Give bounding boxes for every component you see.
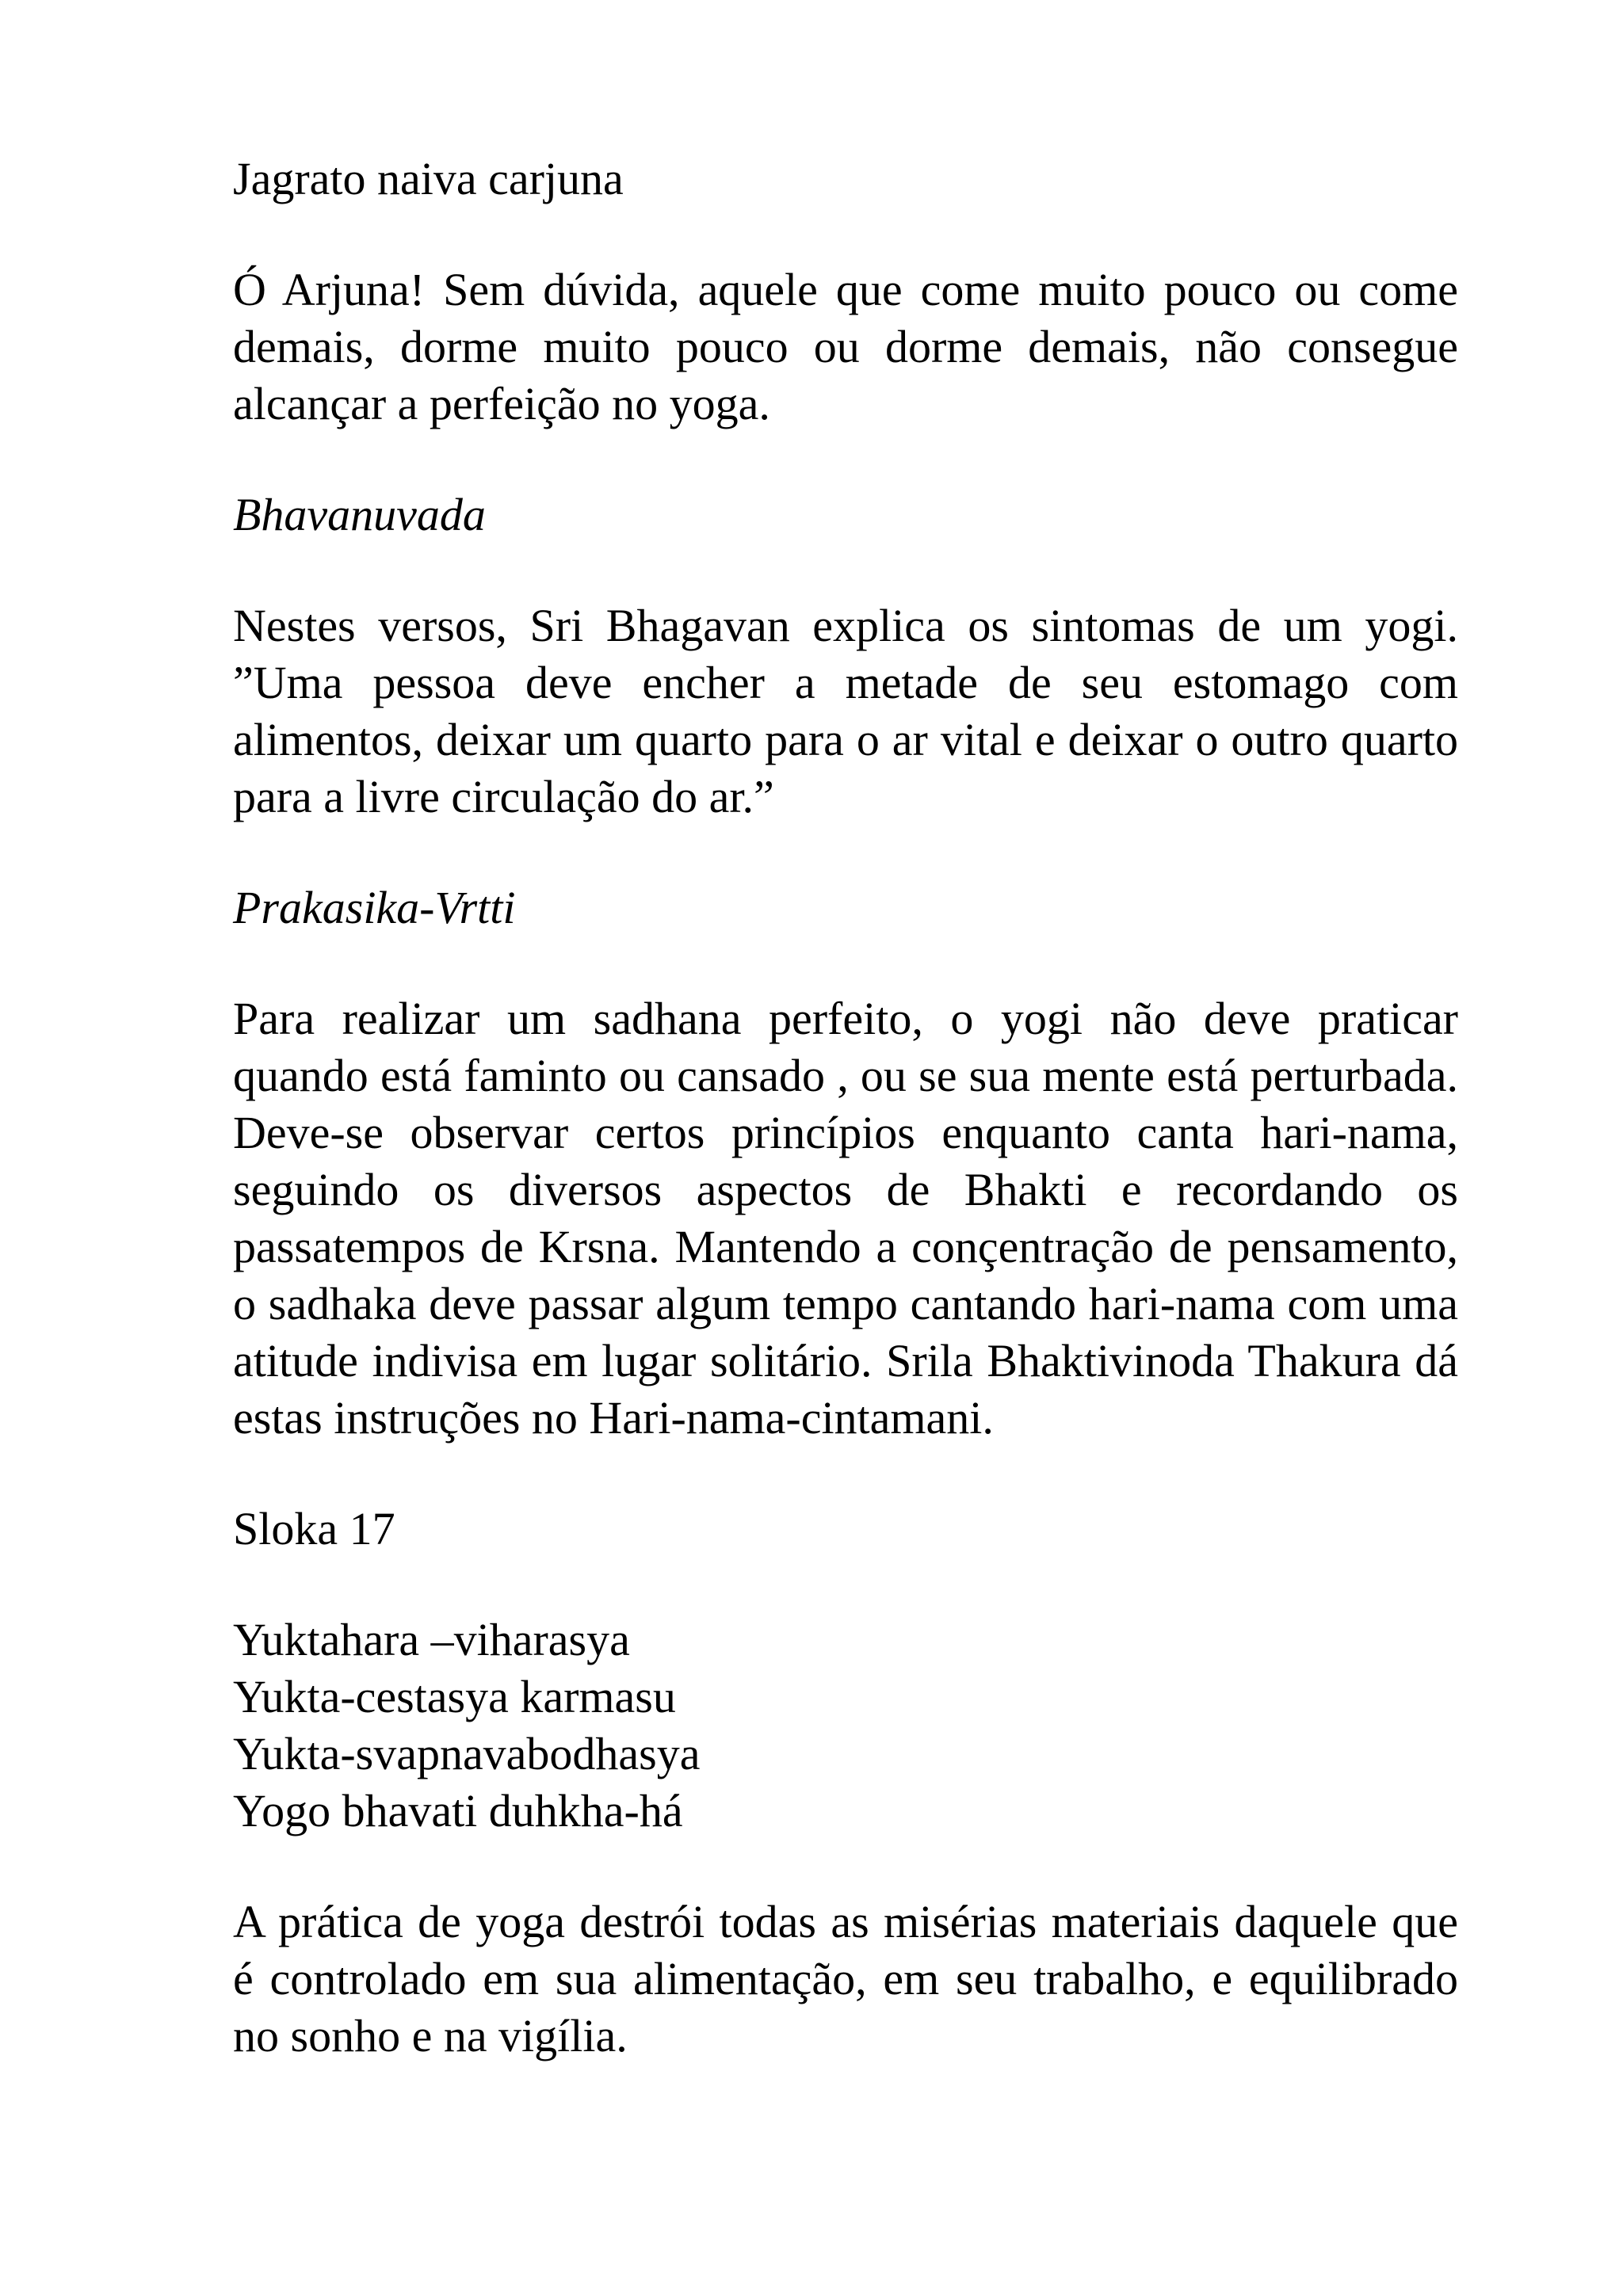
paragraph-gap bbox=[233, 208, 1458, 261]
verse-line: Yukta-svapnavabodhasya bbox=[233, 1728, 701, 1779]
sloka-heading: Sloka 17 bbox=[233, 1503, 395, 1554]
paragraph-gap bbox=[233, 1558, 1458, 1611]
paragraph-gap bbox=[233, 826, 1458, 879]
verse-16-translation: Ó Arjuna! Sem dúvida, aquele que come muito pouco ou come demais, dorme muito pouco ou dorme demais, não consegue alcançar a perfeição no yoga. bbox=[233, 264, 1458, 429]
paragraph-gap bbox=[233, 936, 1458, 990]
verse-closing-line: Jagrato naiva carjuna bbox=[233, 153, 624, 204]
verse-line: Yogo bhavati duhkha-há bbox=[233, 1785, 683, 1836]
bhavanuvada-paragraph: Nestes versos, Sri Bhagavan explica os sintomas de um yogi. ”Uma pessoa deve encher a metade de seu estomago com alimentos, deixar um quarto para o ar vital e deixar o outro quarto para a livre circulação do ar.” bbox=[233, 600, 1458, 822]
heading-bhavanuvada: Bhavanuvada bbox=[233, 489, 486, 540]
verse-17-translation: A prática de yoga destrói todas as misérias materiais daquele que é controlado em sua alimentação, em seu trabalho, e equilibrado no sonho e na vigília. bbox=[233, 1896, 1458, 2061]
prakasika-paragraph: Para realizar um sadhana perfeito, o yogi não deve praticar quando está faminto ou cansado , ou se sua mente está perturbada. Deve-se observar certos princípios enquanto canta hari-nama, seguindo os diversos aspectos de Bhakti e recordando os passatempos de Krsna. Mantendo a conçentração de pensamento, o sadhaka deve passar algum tempo cantando hari-nama com uma atitude indivisa em lugar solitário. Srila Bhaktivinoda Thakura dá estas instruções no Hari-nama-cintamani. bbox=[233, 993, 1458, 1444]
verse-line: Yuktahara –viharasya bbox=[233, 1614, 630, 1665]
paragraph-gap bbox=[233, 1447, 1458, 1501]
verse-line: Yukta-cestasya karmasu bbox=[233, 1671, 676, 1722]
document-body bbox=[233, 151, 1458, 2065]
paragraph-gap bbox=[233, 543, 1458, 597]
paragraph-gap bbox=[233, 1840, 1458, 1894]
sloka-verse bbox=[233, 1611, 1458, 1840]
heading-prakasika-vrtti: Prakasika-Vrtti bbox=[233, 882, 516, 933]
paragraph-gap bbox=[233, 433, 1458, 486]
